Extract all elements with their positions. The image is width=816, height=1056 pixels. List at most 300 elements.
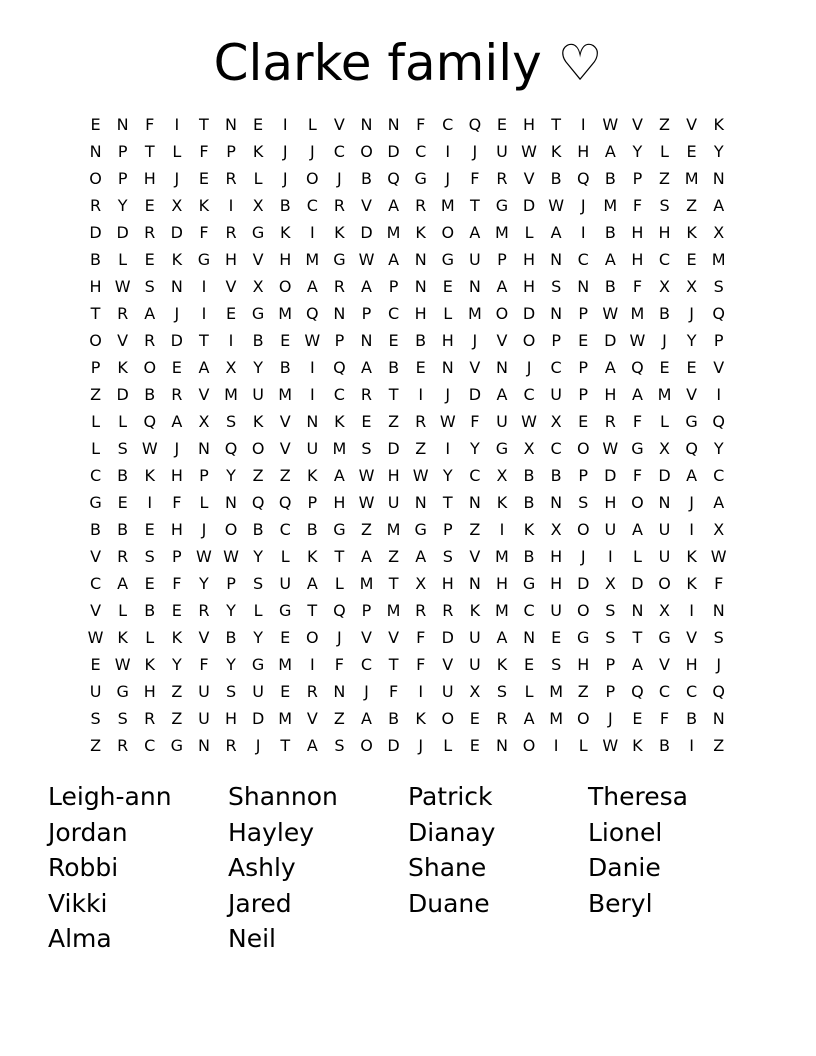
- grid-letter[interactable]: J: [364, 682, 369, 701]
- grid-letter[interactable]: X: [550, 520, 562, 539]
- grid-letter[interactable]: J: [337, 169, 342, 188]
- grid-letter[interactable]: S: [90, 709, 101, 728]
- grid-letter[interactable]: L: [118, 412, 128, 431]
- grid-letter[interactable]: H: [604, 493, 617, 512]
- grid-letter[interactable]: O: [441, 223, 455, 242]
- grid-letter[interactable]: E: [90, 115, 101, 134]
- grid-letter[interactable]: G: [197, 250, 211, 269]
- grid-letter[interactable]: N: [712, 709, 725, 728]
- grid-letter[interactable]: V: [361, 628, 372, 647]
- grid-letter[interactable]: Q: [685, 439, 698, 458]
- grid-letter[interactable]: V: [496, 331, 508, 350]
- grid-letter[interactable]: O: [576, 439, 590, 458]
- grid-letter[interactable]: E: [388, 331, 399, 350]
- grid-letter[interactable]: C: [144, 736, 156, 755]
- grid-letter[interactable]: A: [631, 520, 643, 539]
- grid-letter[interactable]: J: [580, 547, 586, 566]
- grid-letter[interactable]: S: [144, 547, 155, 566]
- grid-letter[interactable]: K: [415, 709, 426, 728]
- grid-letter[interactable]: I: [553, 736, 559, 755]
- grid-letter[interactable]: N: [441, 358, 454, 377]
- grid-letter[interactable]: X: [659, 439, 670, 458]
- grid-letter[interactable]: R: [306, 682, 318, 701]
- grid-letter[interactable]: I: [689, 520, 694, 539]
- grid-letter[interactable]: T: [307, 601, 318, 620]
- grid-letter[interactable]: O: [658, 574, 671, 593]
- grid-letter[interactable]: R: [415, 601, 427, 620]
- grid-letter[interactable]: E: [171, 601, 182, 620]
- grid-letter[interactable]: E: [686, 142, 697, 161]
- grid-letter[interactable]: W: [602, 736, 619, 755]
- grid-letter[interactable]: V: [117, 331, 129, 350]
- grid-letter[interactable]: O: [360, 736, 373, 755]
- grid-letter[interactable]: V: [523, 169, 535, 188]
- grid-letter[interactable]: X: [252, 277, 264, 296]
- grid-letter[interactable]: W: [602, 439, 619, 458]
- grid-letter[interactable]: O: [576, 601, 590, 620]
- grid-letter[interactable]: O: [631, 493, 644, 512]
- grid-letter[interactable]: E: [551, 628, 562, 647]
- grid-letter[interactable]: U: [496, 142, 508, 161]
- grid-letter[interactable]: V: [361, 196, 372, 215]
- grid-letter[interactable]: H: [279, 250, 292, 269]
- grid-letter[interactable]: S: [225, 682, 237, 701]
- grid-letter[interactable]: A: [604, 250, 616, 269]
- grid-letter[interactable]: F: [172, 574, 182, 593]
- grid-letter[interactable]: W: [521, 142, 537, 161]
- grid-letter[interactable]: W: [358, 466, 375, 485]
- grid-letter[interactable]: N: [631, 601, 644, 620]
- grid-letter[interactable]: H: [225, 709, 238, 728]
- grid-letter[interactable]: M: [359, 574, 374, 593]
- grid-letter[interactable]: I: [309, 655, 315, 674]
- grid-letter[interactable]: O: [251, 439, 265, 458]
- grid-letter[interactable]: E: [90, 655, 101, 674]
- grid-letter[interactable]: B: [117, 520, 129, 539]
- grid-letter[interactable]: R: [496, 709, 508, 728]
- grid-letter[interactable]: L: [660, 412, 669, 431]
- grid-letter[interactable]: Q: [631, 358, 644, 377]
- grid-letter[interactable]: K: [496, 493, 508, 512]
- grid-letter[interactable]: A: [713, 493, 725, 512]
- grid-letter[interactable]: N: [468, 277, 481, 296]
- grid-letter[interactable]: N: [197, 736, 210, 755]
- grid-letter[interactable]: G: [89, 493, 102, 512]
- grid-letter[interactable]: M: [603, 196, 618, 215]
- grid-letter[interactable]: H: [550, 547, 563, 566]
- grid-letter[interactable]: Q: [576, 169, 590, 188]
- grid-letter[interactable]: M: [278, 385, 293, 404]
- grid-letter[interactable]: A: [361, 547, 372, 566]
- grid-letter[interactable]: Y: [117, 196, 128, 215]
- grid-letter[interactable]: J: [445, 385, 451, 404]
- grid-letter[interactable]: U: [306, 439, 319, 458]
- grid-letter[interactable]: B: [117, 466, 129, 485]
- grid-letter[interactable]: V: [631, 115, 643, 134]
- grid-letter[interactable]: Q: [224, 439, 238, 458]
- grid-letter[interactable]: K: [334, 223, 345, 242]
- grid-letter[interactable]: Q: [306, 304, 319, 323]
- grid-letter[interactable]: L: [578, 736, 588, 755]
- grid-letter[interactable]: S: [442, 547, 453, 566]
- grid-letter[interactable]: T: [199, 331, 209, 350]
- grid-letter[interactable]: N: [577, 277, 590, 296]
- grid-letter[interactable]: Z: [171, 709, 183, 728]
- grid-letter[interactable]: Q: [468, 115, 482, 134]
- grid-letter[interactable]: E: [659, 358, 670, 377]
- grid-letter[interactable]: Z: [686, 196, 698, 215]
- grid-letter[interactable]: L: [91, 412, 100, 431]
- grid-letter[interactable]: H: [441, 331, 454, 350]
- grid-letter[interactable]: B: [415, 331, 427, 350]
- grid-letter[interactable]: E: [144, 196, 155, 215]
- grid-letter[interactable]: Y: [253, 628, 263, 647]
- grid-letter[interactable]: B: [225, 628, 237, 647]
- grid-letter[interactable]: G: [116, 682, 129, 701]
- grid-letter[interactable]: X: [604, 574, 616, 593]
- grid-letter[interactable]: P: [199, 466, 209, 485]
- grid-letter[interactable]: Q: [712, 412, 725, 431]
- grid-letter[interactable]: D: [387, 439, 400, 458]
- grid-letter[interactable]: J: [174, 169, 180, 188]
- grid-letter[interactable]: D: [468, 385, 482, 404]
- grid-letter[interactable]: U: [198, 709, 210, 728]
- grid-letter[interactable]: D: [116, 385, 129, 404]
- grid-letter[interactable]: A: [604, 358, 616, 377]
- grid-letter[interactable]: X: [659, 277, 670, 296]
- grid-letter[interactable]: A: [686, 466, 698, 485]
- grid-letter[interactable]: A: [361, 358, 372, 377]
- grid-letter[interactable]: Q: [387, 169, 400, 188]
- grid-letter[interactable]: K: [415, 223, 426, 242]
- grid-letter[interactable]: P: [713, 331, 724, 350]
- grid-letter[interactable]: P: [117, 142, 128, 161]
- grid-letter[interactable]: D: [522, 196, 536, 215]
- grid-letter[interactable]: R: [442, 601, 454, 620]
- grid-letter[interactable]: V: [198, 628, 210, 647]
- grid-letter[interactable]: P: [334, 331, 345, 350]
- grid-letter[interactable]: N: [550, 304, 563, 323]
- grid-letter[interactable]: D: [604, 466, 617, 485]
- grid-letter[interactable]: Z: [659, 169, 670, 188]
- grid-letter[interactable]: Q: [251, 493, 265, 512]
- grid-letter[interactable]: P: [578, 358, 589, 377]
- grid-letter[interactable]: H: [170, 466, 183, 485]
- grid-letter[interactable]: B: [279, 358, 291, 377]
- grid-letter[interactable]: S: [361, 439, 372, 458]
- grid-letter[interactable]: S: [144, 277, 155, 296]
- grid-letter[interactable]: B: [659, 304, 670, 323]
- grid-letter[interactable]: G: [495, 439, 509, 458]
- grid-letter[interactable]: D: [441, 628, 454, 647]
- grid-letter[interactable]: M: [549, 709, 564, 728]
- grid-letter[interactable]: F: [632, 412, 643, 431]
- grid-letter[interactable]: X: [415, 574, 427, 593]
- grid-letter[interactable]: G: [333, 250, 346, 269]
- grid-letter[interactable]: A: [361, 709, 372, 728]
- grid-letter[interactable]: X: [252, 196, 264, 215]
- grid-letter[interactable]: M: [305, 250, 320, 269]
- grid-letter[interactable]: H: [225, 250, 238, 269]
- grid-letter[interactable]: M: [278, 655, 293, 674]
- grid-letter[interactable]: A: [333, 466, 345, 485]
- grid-letter[interactable]: S: [551, 655, 562, 674]
- grid-letter[interactable]: F: [714, 574, 724, 593]
- grid-letter[interactable]: B: [523, 547, 535, 566]
- grid-letter[interactable]: I: [689, 601, 694, 620]
- grid-letter[interactable]: E: [280, 331, 291, 350]
- grid-letter[interactable]: M: [495, 601, 509, 620]
- grid-letter[interactable]: C: [469, 466, 481, 485]
- grid-letter[interactable]: G: [414, 169, 427, 188]
- grid-letter[interactable]: E: [117, 493, 128, 512]
- grid-letter[interactable]: E: [144, 574, 155, 593]
- grid-letter[interactable]: C: [550, 358, 562, 377]
- grid-letter[interactable]: T: [334, 547, 345, 566]
- grid-letter[interactable]: N: [495, 736, 508, 755]
- grid-letter[interactable]: A: [388, 250, 400, 269]
- grid-letter[interactable]: O: [306, 628, 319, 647]
- grid-letter[interactable]: P: [172, 547, 182, 566]
- grid-letter[interactable]: C: [523, 385, 535, 404]
- grid-letter[interactable]: A: [496, 277, 508, 296]
- grid-letter[interactable]: N: [712, 601, 725, 620]
- grid-letter[interactable]: P: [578, 466, 589, 485]
- grid-letter[interactable]: W: [710, 547, 727, 566]
- grid-letter[interactable]: C: [550, 439, 562, 458]
- grid-letter[interactable]: A: [631, 385, 643, 404]
- grid-letter[interactable]: J: [580, 196, 586, 215]
- grid-letter[interactable]: E: [198, 169, 209, 188]
- grid-letter[interactable]: F: [416, 655, 426, 674]
- grid-letter[interactable]: N: [225, 493, 237, 512]
- grid-letter[interactable]: O: [143, 358, 157, 377]
- grid-letter[interactable]: J: [174, 304, 180, 323]
- grid-letter[interactable]: W: [87, 628, 104, 647]
- grid-letter[interactable]: S: [117, 709, 128, 728]
- grid-letter[interactable]: H: [631, 223, 644, 242]
- grid-letter[interactable]: P: [226, 142, 236, 161]
- grid-letter[interactable]: O: [441, 709, 455, 728]
- grid-letter[interactable]: I: [201, 277, 207, 296]
- grid-letter[interactable]: Y: [686, 331, 697, 350]
- grid-letter[interactable]: G: [251, 304, 265, 323]
- grid-letter[interactable]: H: [143, 682, 156, 701]
- grid-letter[interactable]: S: [334, 736, 345, 755]
- grid-letter[interactable]: Q: [712, 304, 725, 323]
- grid-letter[interactable]: T: [469, 196, 480, 215]
- grid-letter[interactable]: I: [228, 331, 234, 350]
- grid-letter[interactable]: N: [712, 169, 725, 188]
- grid-letter[interactable]: Z: [361, 520, 372, 539]
- grid-letter[interactable]: M: [630, 304, 645, 323]
- grid-letter[interactable]: S: [578, 493, 589, 512]
- grid-letter[interactable]: F: [632, 466, 643, 485]
- grid-letter[interactable]: H: [495, 574, 508, 593]
- grid-letter[interactable]: I: [499, 520, 505, 539]
- grid-letter[interactable]: R: [117, 304, 129, 323]
- grid-letter[interactable]: W: [548, 196, 565, 215]
- grid-letter[interactable]: E: [442, 277, 453, 296]
- grid-letter[interactable]: B: [388, 709, 400, 728]
- grid-letter[interactable]: J: [282, 169, 288, 188]
- grid-letter[interactable]: O: [89, 169, 102, 188]
- grid-letter[interactable]: E: [469, 736, 480, 755]
- grid-letter[interactable]: L: [253, 169, 263, 188]
- grid-letter[interactable]: Q: [631, 682, 644, 701]
- grid-letter[interactable]: U: [89, 682, 102, 701]
- grid-letter[interactable]: B: [279, 196, 291, 215]
- grid-letter[interactable]: M: [495, 223, 509, 242]
- grid-letter[interactable]: A: [361, 277, 372, 296]
- grid-letter[interactable]: M: [386, 601, 401, 620]
- grid-letter[interactable]: W: [304, 331, 321, 350]
- grid-letter[interactable]: W: [114, 655, 131, 674]
- grid-letter[interactable]: W: [602, 115, 619, 134]
- grid-letter[interactable]: D: [89, 223, 102, 242]
- grid-letter[interactable]: Z: [469, 520, 481, 539]
- grid-letter[interactable]: R: [415, 196, 427, 215]
- grid-letter[interactable]: K: [307, 466, 318, 485]
- grid-letter[interactable]: N: [333, 682, 346, 701]
- grid-letter[interactable]: L: [524, 682, 534, 701]
- grid-letter[interactable]: K: [144, 466, 155, 485]
- grid-letter[interactable]: R: [225, 223, 237, 242]
- grid-letter[interactable]: H: [523, 250, 536, 269]
- grid-letter[interactable]: A: [496, 385, 508, 404]
- grid-letter[interactable]: M: [549, 682, 564, 701]
- grid-letter[interactable]: G: [414, 520, 427, 539]
- grid-letter[interactable]: T: [442, 493, 453, 512]
- grid-letter[interactable]: M: [278, 709, 293, 728]
- grid-letter[interactable]: I: [228, 196, 234, 215]
- grid-letter[interactable]: F: [172, 493, 182, 512]
- grid-letter[interactable]: A: [171, 412, 183, 431]
- grid-letter[interactable]: G: [333, 520, 346, 539]
- grid-letter[interactable]: C: [333, 142, 345, 161]
- grid-letter[interactable]: D: [658, 466, 671, 485]
- grid-letter[interactable]: N: [550, 250, 563, 269]
- grid-letter[interactable]: R: [333, 196, 345, 215]
- grid-letter[interactable]: T: [280, 736, 291, 755]
- grid-letter[interactable]: F: [632, 277, 643, 296]
- grid-letter[interactable]: W: [223, 547, 239, 566]
- grid-letter[interactable]: V: [279, 439, 291, 458]
- grid-letter[interactable]: F: [388, 682, 399, 701]
- grid-letter[interactable]: Z: [388, 412, 400, 431]
- grid-letter[interactable]: X: [686, 277, 698, 296]
- grid-letter[interactable]: I: [580, 223, 586, 242]
- grid-letter[interactable]: E: [523, 655, 535, 674]
- grid-letter[interactable]: P: [578, 304, 589, 323]
- grid-letter[interactable]: E: [361, 412, 372, 431]
- grid-letter[interactable]: E: [496, 115, 507, 134]
- grid-letter[interactable]: V: [252, 250, 264, 269]
- grid-letter[interactable]: I: [309, 223, 315, 242]
- grid-letter[interactable]: R: [360, 385, 373, 404]
- grid-letter[interactable]: L: [334, 574, 344, 593]
- grid-letter[interactable]: M: [386, 520, 401, 539]
- grid-letter[interactable]: D: [522, 304, 536, 323]
- grid-letter[interactable]: I: [282, 115, 288, 134]
- grid-letter[interactable]: Q: [333, 358, 346, 377]
- grid-letter[interactable]: W: [141, 439, 158, 458]
- grid-letter[interactable]: C: [686, 682, 698, 701]
- grid-letter[interactable]: N: [116, 115, 129, 134]
- grid-letter[interactable]: J: [689, 304, 694, 323]
- grid-letter[interactable]: K: [686, 547, 697, 566]
- grid-letter[interactable]: G: [631, 439, 644, 458]
- grid-letter[interactable]: J: [337, 628, 342, 647]
- grid-letter[interactable]: A: [523, 709, 535, 728]
- grid-letter[interactable]: G: [251, 223, 265, 242]
- grid-letter[interactable]: J: [689, 493, 694, 512]
- grid-letter[interactable]: G: [577, 628, 590, 647]
- grid-letter[interactable]: F: [470, 412, 480, 431]
- grid-letter[interactable]: U: [658, 547, 671, 566]
- grid-letter[interactable]: K: [252, 412, 264, 431]
- grid-letter[interactable]: T: [144, 142, 155, 161]
- grid-letter[interactable]: C: [415, 142, 427, 161]
- grid-letter[interactable]: N: [550, 493, 563, 512]
- grid-letter[interactable]: K: [307, 547, 318, 566]
- grid-letter[interactable]: O: [522, 331, 536, 350]
- grid-letter[interactable]: I: [147, 493, 153, 512]
- grid-letter[interactable]: N: [414, 277, 427, 296]
- grid-letter[interactable]: X: [198, 412, 210, 431]
- grid-letter[interactable]: L: [253, 601, 263, 620]
- grid-letter[interactable]: L: [145, 628, 155, 647]
- grid-letter[interactable]: P: [361, 304, 372, 323]
- grid-letter[interactable]: L: [118, 601, 128, 620]
- grid-letter[interactable]: P: [605, 682, 616, 701]
- grid-letter[interactable]: E: [171, 358, 182, 377]
- grid-letter[interactable]: I: [445, 439, 451, 458]
- grid-letter[interactable]: B: [550, 466, 562, 485]
- grid-letter[interactable]: D: [170, 223, 183, 242]
- grid-letter[interactable]: N: [225, 115, 237, 134]
- grid-letter[interactable]: Y: [171, 655, 182, 674]
- grid-letter[interactable]: R: [333, 277, 345, 296]
- grid-letter[interactable]: C: [442, 115, 454, 134]
- grid-letter[interactable]: S: [551, 277, 562, 296]
- grid-letter[interactable]: N: [414, 493, 427, 512]
- grid-letter[interactable]: H: [685, 655, 698, 674]
- grid-letter[interactable]: X: [171, 196, 183, 215]
- grid-letter[interactable]: A: [415, 547, 427, 566]
- grid-letter[interactable]: S: [225, 412, 237, 431]
- grid-letter[interactable]: I: [201, 304, 207, 323]
- grid-letter[interactable]: Y: [442, 466, 453, 485]
- grid-letter[interactable]: I: [309, 385, 315, 404]
- grid-letter[interactable]: N: [89, 142, 102, 161]
- grid-letter[interactable]: B: [252, 520, 264, 539]
- grid-letter[interactable]: V: [442, 655, 454, 674]
- grid-letter[interactable]: J: [445, 169, 451, 188]
- grid-letter[interactable]: X: [496, 466, 508, 485]
- grid-letter[interactable]: F: [334, 655, 344, 674]
- grid-letter[interactable]: A: [469, 223, 481, 242]
- grid-letter[interactable]: F: [145, 115, 155, 134]
- grid-letter[interactable]: D: [251, 709, 265, 728]
- grid-letter[interactable]: R: [144, 223, 156, 242]
- grid-letter[interactable]: Y: [253, 358, 263, 377]
- grid-letter[interactable]: K: [496, 655, 508, 674]
- grid-letter[interactable]: R: [144, 331, 156, 350]
- grid-letter[interactable]: T: [199, 115, 209, 134]
- grid-letter[interactable]: G: [658, 628, 671, 647]
- grid-letter[interactable]: E: [686, 358, 697, 377]
